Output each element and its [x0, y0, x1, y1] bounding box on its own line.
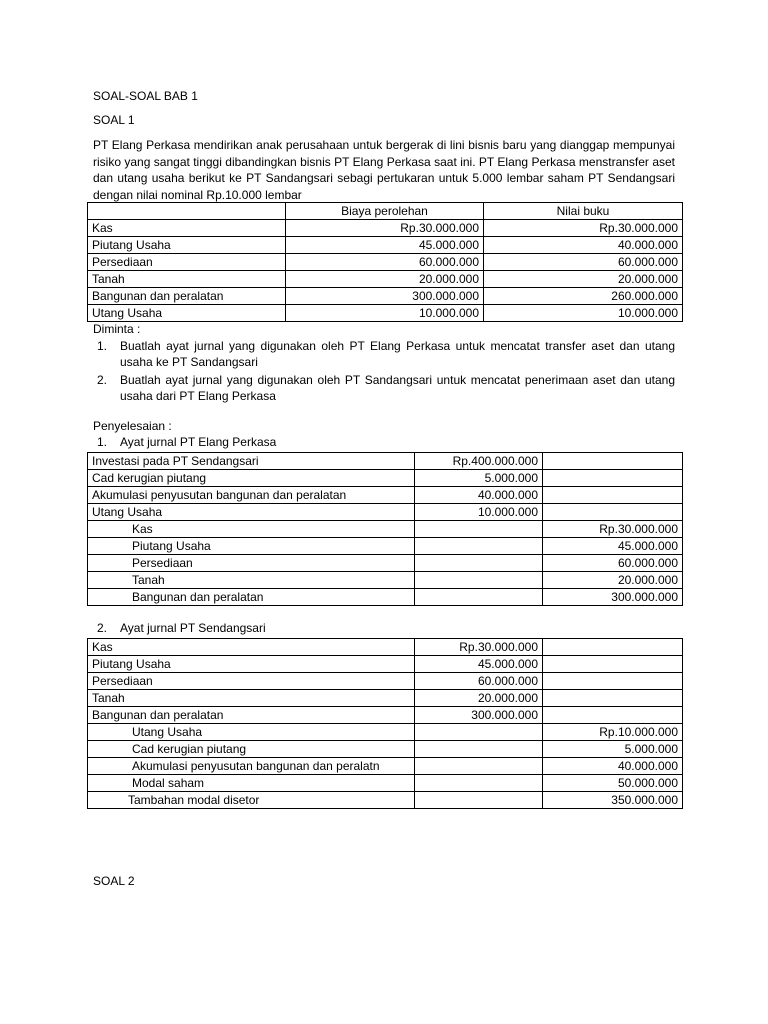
list-item — [97, 372, 675, 404]
credit-cell: 40.000.000 — [543, 758, 683, 775]
debit-cell: 20.000.000 — [415, 690, 543, 707]
account-cell: Persediaan — [88, 673, 415, 690]
credit-cell — [543, 453, 683, 470]
table-row — [88, 690, 683, 707]
account-cell: Kas — [88, 521, 415, 538]
document-title: SOAL-SOAL BAB 1 — [93, 89, 198, 103]
book-value-cell: 40.000.000 — [484, 237, 683, 254]
account-cell: Utang Usaha — [88, 504, 415, 521]
diminta-list — [97, 338, 675, 406]
table-row — [88, 775, 683, 792]
table-row — [88, 673, 683, 690]
credit-cell: Rp.30.000.000 — [543, 521, 683, 538]
asset-table — [87, 202, 683, 322]
cost-cell: 60.000.000 — [286, 254, 484, 271]
credit-cell — [543, 690, 683, 707]
credit-cell — [543, 504, 683, 521]
debit-cell — [415, 589, 543, 606]
account-cell: Piutang Usaha — [88, 237, 286, 254]
account-cell: Tanah — [88, 271, 286, 288]
debit-cell: 10.000.000 — [415, 504, 543, 521]
account-cell: Piutang Usaha — [88, 656, 415, 673]
debit-cell: 40.000.000 — [415, 487, 543, 504]
table-row — [88, 639, 683, 656]
question-1-intro: PT Elang Perkasa mendirikan anak perusahaan untuk bergerak di lini bisnis baru yang dianggap mempunyai risiko yang sangat tinggi dibandingkan bisnis PT Elang Perkasa saat ini. PT Elang Perkasa menstransfer aset dan utang usaha berikut ke PT Sandangsari sebagi pertukaran untuk 5.000 lembar saham PT Sendangsari dengan nilai nominal Rp.10.000 lembar — [93, 138, 675, 202]
list-number: 2. — [97, 373, 108, 387]
credit-cell: Rp.10.000.000 — [543, 724, 683, 741]
account-cell: Persediaan — [88, 254, 286, 271]
table-row — [88, 504, 683, 521]
debit-cell — [415, 758, 543, 775]
account-cell: Utang Usaha — [88, 305, 286, 322]
credit-cell: 60.000.000 — [543, 555, 683, 572]
list-item — [97, 338, 675, 370]
question-1-heading: SOAL 1 — [93, 113, 135, 127]
cost-cell: Rp.30.000.000 — [286, 220, 484, 237]
diminta-label: Diminta : — [93, 322, 141, 336]
account-cell: Cad kerugian piutang — [88, 741, 415, 758]
account-cell: Investasi pada PT Sendangsari — [88, 453, 415, 470]
account-cell: Bangunan dan peralatan — [88, 288, 286, 305]
account-cell: Tanah — [88, 690, 415, 707]
cost-cell: 300.000.000 — [286, 288, 484, 305]
debit-cell — [415, 538, 543, 555]
table-row — [88, 589, 683, 606]
table-row — [88, 741, 683, 758]
table-row — [88, 555, 683, 572]
credit-cell: 20.000.000 — [543, 572, 683, 589]
penyelesaian-label: Penyelesaian : — [93, 419, 172, 433]
account-cell: Bangunan dan peralatan — [88, 589, 415, 606]
credit-cell: 45.000.000 — [543, 538, 683, 555]
book-value-cell: 260.000.000 — [484, 288, 683, 305]
section-2-title: Ayat jurnal PT Sendangsari — [120, 621, 266, 635]
section-2-number: 2. — [97, 621, 108, 635]
table-row — [88, 271, 683, 288]
table-header-cell — [88, 203, 286, 220]
account-cell: Utang Usaha — [88, 724, 415, 741]
account-cell: Bangunan dan peralatan — [88, 707, 415, 724]
table-row — [88, 572, 683, 589]
credit-cell — [543, 487, 683, 504]
journal-table-elang-perkasa — [87, 452, 683, 606]
debit-cell — [415, 724, 543, 741]
table-row — [88, 521, 683, 538]
debit-cell: Rp.30.000.000 — [415, 639, 543, 656]
account-cell: Modal saham — [88, 775, 415, 792]
list-text: Buatlah ayat jurnal yang digunakan oleh PT Sandangsari untuk mencatat penerimaan aset dan utang usaha dari PT Elang Perkasa — [120, 373, 675, 403]
question-2-heading: SOAL 2 — [93, 874, 135, 888]
table-row — [88, 538, 683, 555]
credit-cell — [543, 707, 683, 724]
debit-cell: 300.000.000 — [415, 707, 543, 724]
debit-cell — [415, 521, 543, 538]
table-header-cell: Nilai buku — [484, 203, 683, 220]
debit-cell — [415, 792, 543, 809]
debit-cell: Rp.400.000.000 — [415, 453, 543, 470]
section-1-title: Ayat jurnal PT Elang Perkasa — [120, 435, 277, 449]
table-row — [88, 237, 683, 254]
credit-cell: 300.000.000 — [543, 589, 683, 606]
credit-cell — [543, 639, 683, 656]
list-number: 1. — [97, 339, 108, 353]
cost-cell: 10.000.000 — [286, 305, 484, 322]
table-row — [88, 758, 683, 775]
account-cell: Cad kerugian piutang — [88, 470, 415, 487]
table-row — [88, 453, 683, 470]
credit-cell: 50.000.000 — [543, 775, 683, 792]
book-value-cell: 10.000.000 — [484, 305, 683, 322]
table-row — [88, 724, 683, 741]
table-row — [88, 656, 683, 673]
account-cell: Kas — [88, 639, 415, 656]
credit-cell — [543, 470, 683, 487]
debit-cell — [415, 775, 543, 792]
cost-cell: 45.000.000 — [286, 237, 484, 254]
credit-cell — [543, 673, 683, 690]
credit-cell: 350.000.000 — [543, 792, 683, 809]
account-cell: Tambahan modal disetor — [88, 792, 415, 809]
account-cell: Kas — [88, 220, 286, 237]
credit-cell — [543, 656, 683, 673]
cost-cell: 20.000.000 — [286, 271, 484, 288]
account-cell: Persediaan — [88, 555, 415, 572]
list-text: Buatlah ayat jurnal yang digunakan oleh PT Elang Perkasa untuk mencatat transfer aset dan utang usaha ke PT Sandangsari — [120, 339, 675, 369]
table-row — [88, 254, 683, 271]
debit-cell — [415, 555, 543, 572]
section-1-number: 1. — [97, 435, 108, 449]
account-cell: Piutang Usaha — [88, 538, 415, 555]
table-row — [88, 305, 683, 322]
debit-cell: 45.000.000 — [415, 656, 543, 673]
account-cell: Akumulasi penyusutan bangunan dan peralatn — [88, 758, 415, 775]
table-row — [88, 470, 683, 487]
table-row — [88, 707, 683, 724]
journal-table-sendangsari — [87, 638, 683, 809]
book-value-cell: 60.000.000 — [484, 254, 683, 271]
debit-cell — [415, 741, 543, 758]
table-header-row — [88, 203, 683, 220]
table-row — [88, 288, 683, 305]
debit-cell — [415, 572, 543, 589]
table-row — [88, 792, 683, 809]
table-header-cell: Biaya perolehan — [286, 203, 484, 220]
debit-cell: 60.000.000 — [415, 673, 543, 690]
account-cell: Akumulasi penyusutan bangunan dan peralatan — [88, 487, 415, 504]
account-cell: Tanah — [88, 572, 415, 589]
table-row — [88, 220, 683, 237]
book-value-cell: Rp.30.000.000 — [484, 220, 683, 237]
credit-cell: 5.000.000 — [543, 741, 683, 758]
table-row — [88, 487, 683, 504]
book-value-cell: 20.000.000 — [484, 271, 683, 288]
debit-cell: 5.000.000 — [415, 470, 543, 487]
